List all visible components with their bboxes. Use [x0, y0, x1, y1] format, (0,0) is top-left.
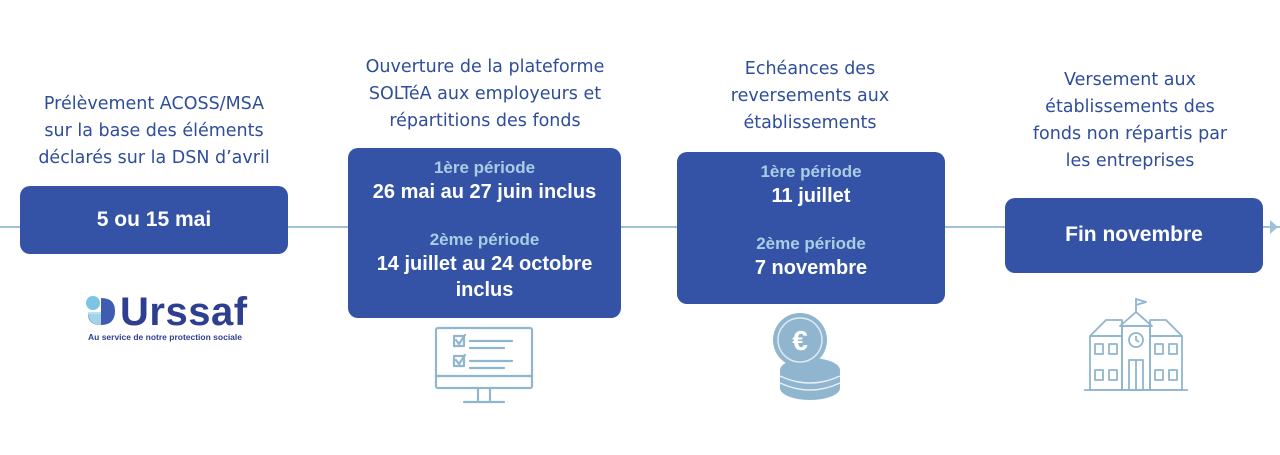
urssaf-logo-tagline: Au service de notre protection sociale — [88, 332, 242, 342]
svg-text:€: € — [792, 325, 808, 356]
step-4-desc-line: les entreprises — [1065, 151, 1195, 171]
step-1-desc-line: déclarés sur la DSN d’avril — [38, 148, 270, 168]
step-2-desc-line: répartitions des fonds — [389, 111, 581, 131]
step-4-desc-line: établissements des — [1045, 97, 1215, 117]
step-3-description — [676, 56, 944, 137]
step-4-date: Fin novembre — [1065, 223, 1203, 246]
step-3-desc-line: établissements — [743, 113, 877, 133]
step-3-period-1-label: 1ère période — [760, 162, 862, 181]
step-3-period-1-date: 11 juillet — [771, 185, 851, 207]
step-3-periods-box — [677, 152, 945, 304]
step-1-date-box — [20, 186, 288, 254]
step-1-date: 5 ou 15 mai — [96, 208, 212, 231]
step-2-desc-line: Ouverture de la plateforme — [365, 57, 605, 77]
school-building-icon — [1084, 296, 1188, 392]
timeline-arrow — [1270, 220, 1278, 234]
step-2-period-2-label: 2ème période — [429, 230, 540, 249]
step-2-desc-line: SOLTéA aux employeurs et — [368, 84, 602, 104]
step-3-desc-line: Echéances des — [744, 59, 876, 79]
step-2-period-2-date: 14 juillet au 24 octobre — [376, 253, 593, 275]
step-2-periods-box — [348, 148, 621, 318]
urssaf-logo-name: Urssaf — [120, 290, 248, 334]
step-3-period-2-date: 7 novembre — [754, 257, 868, 279]
step-2-period-1-label: 1ère période — [433, 158, 536, 177]
step-1-description — [20, 91, 288, 172]
step-3-desc-line: reversements aux — [730, 86, 890, 106]
step-1-desc-line: Prélèvement ACOSS/MSA — [43, 94, 265, 114]
step-3-period-2-label: 2ème période — [756, 234, 866, 253]
step-4-desc-line: Versement aux — [1064, 70, 1196, 90]
computer-checklist-icon — [434, 326, 534, 408]
step-4-description — [996, 67, 1264, 175]
urssaf-logo-icon — [84, 294, 118, 328]
step-2-description — [336, 54, 634, 135]
step-2-period-1-date: 26 mai au 27 juin inclus — [372, 181, 597, 203]
euro-coins-icon — [768, 312, 844, 404]
step-2-period-2-date-cont: inclus — [455, 279, 514, 301]
step-1-desc-line: sur la base des éléments — [44, 121, 264, 141]
step-4-desc-line: fonds non répartis par — [1032, 124, 1228, 144]
step-4-date-box — [1005, 198, 1263, 273]
